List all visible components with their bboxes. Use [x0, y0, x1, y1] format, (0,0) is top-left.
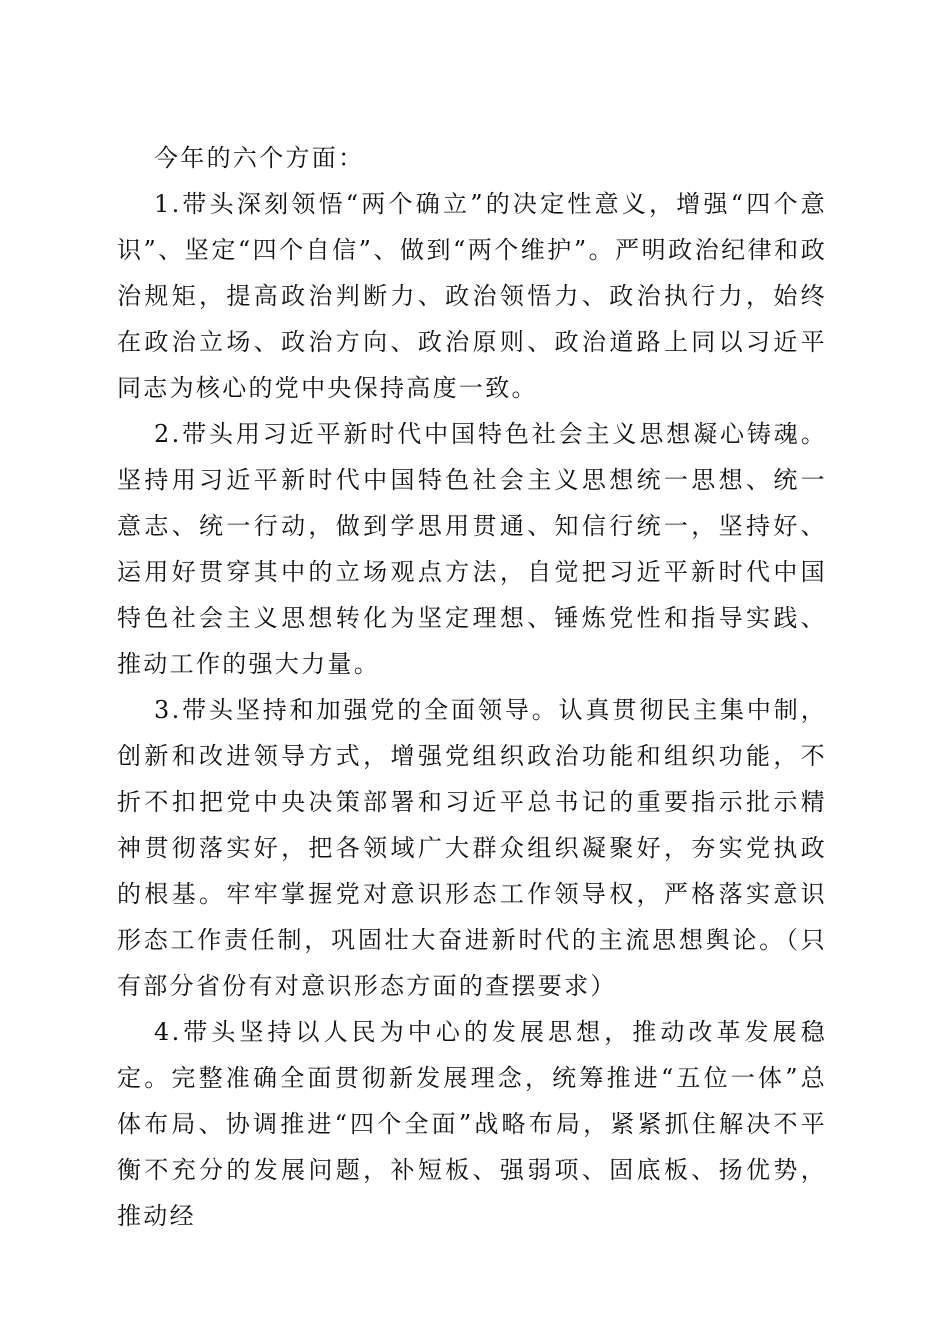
section-heading: 今年的六个方面：: [154, 144, 365, 172]
paragraph-item-3: 3.带头坚持和加强党的全面领导。认真贯彻民主集中制，创新和改进领导方式，增强党组织政治功能和组织功能，不折不扣把党中央决策部署和习近平总书记的重要指示批示精神贯彻落实好，把各领域广大群众组织凝聚好，夯实党执政的根基。牢牢掌握党对意识形态工作领导权，严格落实意识形态工作责任制，巩固壮大奋进新时代的主流思想舆论。（只有部分省份有对意识形态方面的查摆要求）: [117, 696, 827, 1000]
paragraph-item-1: 1.带头深刻领悟“两个确立”的决定性意义，增强“四个意识”、坚定“四个自信”、做到“两个维护”。严明政治纪律和政治规矩，提高政治判断力、政治领悟力、政治执行力，始终在政治立场、政治方向、政治原则、政治道路上同以习近平同志为核心的党中央保持高度一致。: [117, 190, 827, 402]
paragraph-item-2: 2.带头用习近平新时代中国特色社会主义思想凝心铸魂。坚持用习近平新时代中国特色社会主义思想统一思想、统一意志、统一行动，做到学思用贯通、知信行统一，坚持好、运用好贯穿其中的立场观点方法，自觉把习近平新时代中国特色社会主义思想转化为坚定理想、锤炼党性和指导实践、推动工作的强大力量。: [117, 420, 827, 678]
paragraph-item-4: 4.带头坚持以人民为中心的发展思想，推动改革发展稳定。完整准确全面贯彻新发展理念，统筹推进“五位一体”总体布局、协调推进“四个全面”战略布局，紧紧抓住解决不平衡不充分的发展问题，补短板、强弱项、固底板、扬优势，推动经: [117, 1018, 827, 1230]
document-body: [117, 135, 827, 1239]
